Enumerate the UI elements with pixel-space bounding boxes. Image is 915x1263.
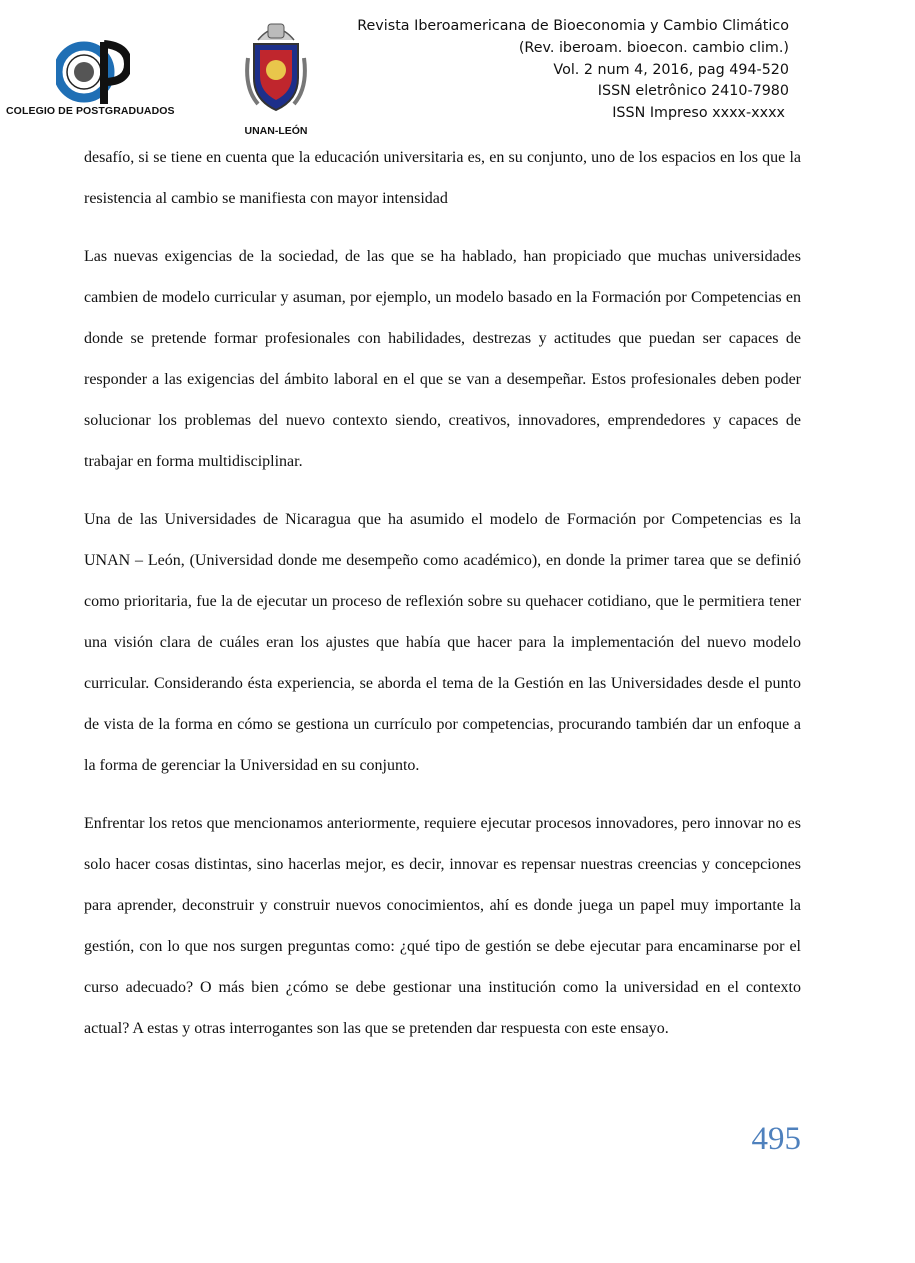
journal-title: Revista Iberoamericana de Bioeconomia y Cambio Climático [357,18,789,34]
article-body [84,137,801,1066]
paragraph: desafío, si se tiene en cuenta que la educación universitaria es, en su conjunto, uno de los espacios en los que la resistencia al cambio se manifiesta con mayor intensidad [84,149,801,207]
paragraph: Enfrentar los retos que mencionamos anteriormente, requiere ejecutar procesos innovadores, pero innovar no es solo hacer cosas distintas, sino hacerlas mejor, es decir, innovar es repensar nuestras creencias y concepciones para aprender, deconstruir y construir nuevos conocimientos, ahí es donde juega un papel muy importante la gestión, con lo que nos surgen preguntas como: ¿qué tipo de gestión se debe ejecutar para encaminarse por el curso adecuado? O más bien ¿cómo se debe gestionar una institución como la universidad en el contexto actual? A estas y otras interrogantes son las que se pretenden dar respuesta con este ensayo. [84,815,801,1037]
cp-logo-label: COLEGIO DE POSTGRADUADOS [6,105,175,117]
colegio-postgraduados-logo [6,38,176,120]
journal-header [357,16,789,125]
unan-logo-label: UNAN-LEÓN [244,125,308,137]
paragraph: Una de las Universidades de Nicaragua que ha asumido el modelo de Formación por Competencias es la UNAN – León, (Universidad donde me desempeño como académico), en donde la primer tarea que se definió como prioritaria, fue la de ejecutar un proceso de reflexión sobre su quehacer cotidiano, que le permitiera tener una visión clara de cuáles eran los ajustes que había que hacer para la implementación del nuevo modelo curricular. Considerando ésta experiencia, se aborda el tema de la Gestión en las Universidades desde el punto de vista de la forma en cómo se gestiona un currículo por competencias, procurando también dar un enfoque a la forma de gerenciar la Universidad en su conjunto. [84,511,801,774]
page-number: 495 [751,1121,801,1157]
journal-issn-print: ISSN Impreso xxxx-xxxx [612,105,785,122]
paragraph: Las nuevas exigencias de la sociedad, de las que se ha hablado, han propiciado que muchas universidades cambien de modelo curricular y asuman, por ejemplo, un modelo basado en la Formación por Competencias en donde se pretende formar profesionales con habilidades, destrezas y actitudes que puedan ser capaces de responder a las exigencias del ámbito laboral en el que se van a desempeñar. Estos profesionales deben poder solucionar los problemas del nuevo contexto siendo, creativos, innovadores, emprendedores y capaces de trabajar en forma multidisciplinar. [84,248,801,470]
journal-abbreviation: (Rev. iberoam. bioecon. cambio clim.) [518,39,789,56]
journal-issn-electronic: ISSN eletrônico 2410-7980 [597,83,789,100]
unan-leon-logo [238,18,314,140]
unan-seal-icon [244,18,308,114]
journal-volume: Vol. 2 num 4, 2016, pag 494-520 [553,61,789,78]
cp-emblem-icon [56,38,130,106]
